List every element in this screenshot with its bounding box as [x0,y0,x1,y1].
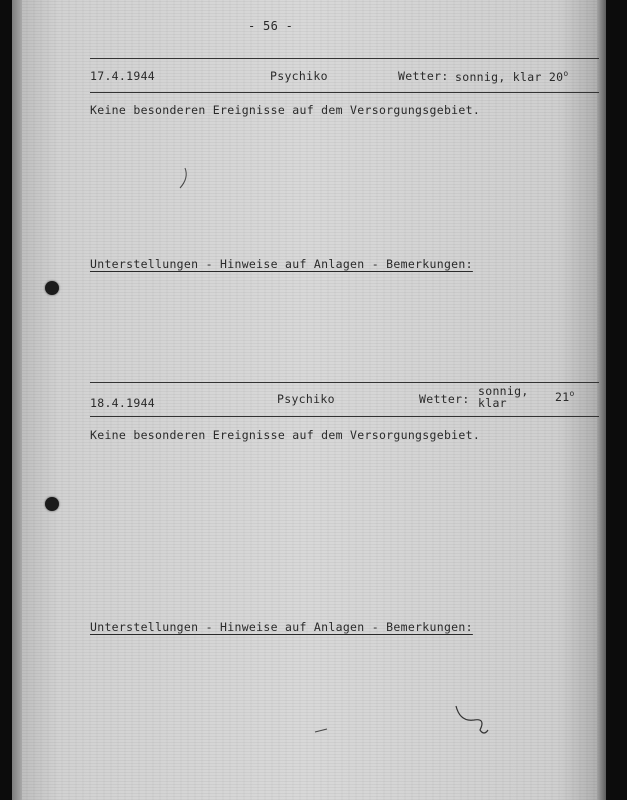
punch-hole-lower [45,497,59,511]
entry-1-remarks-heading: Unterstellungen - Hinweise auf Anlagen - Bemerkungen: [90,257,473,271]
entry-1-text: Keine besonderen Ereignisse auf dem Versorgungsgebiet. [90,103,481,117]
pen-mark-stroke [180,168,186,188]
entry-1-degree-sign: o [563,69,569,78]
entry-2-text: Keine besonderen Ereignisse auf dem Versorgungsgebiet. [90,428,481,442]
entry-2-weather-label: Wetter: [419,392,470,406]
punch-hole-upper [45,281,59,295]
entry-2-degree-sign: o [569,389,575,398]
entry-1-weather-value: sonnig, klar 20$^o$ [455,69,569,84]
entry-2-remarks-heading: Unterstellungen - Hinweise auf Anlagen - Bemerkungen: [90,620,473,634]
page-number: - 56 - [248,19,294,33]
entry-2-temperature: 21$^o$ [555,389,575,404]
pen-marks [12,0,606,800]
entry-1-weather-label: Wetter: [398,69,449,83]
entry-2-weather-line1: sonnig, [478,384,529,398]
pen-mark-dash [315,729,327,732]
entry-2-place: Psychiko [277,392,335,406]
document-page [12,0,606,800]
handwritten-mark [456,706,488,733]
entry-2-date: 18.4.1944 [90,396,156,410]
entry-1-date: 17.4.1944 [90,69,156,83]
entry-1-place: Psychiko [270,69,328,83]
entry-2-weather-line2: klar [478,396,507,410]
